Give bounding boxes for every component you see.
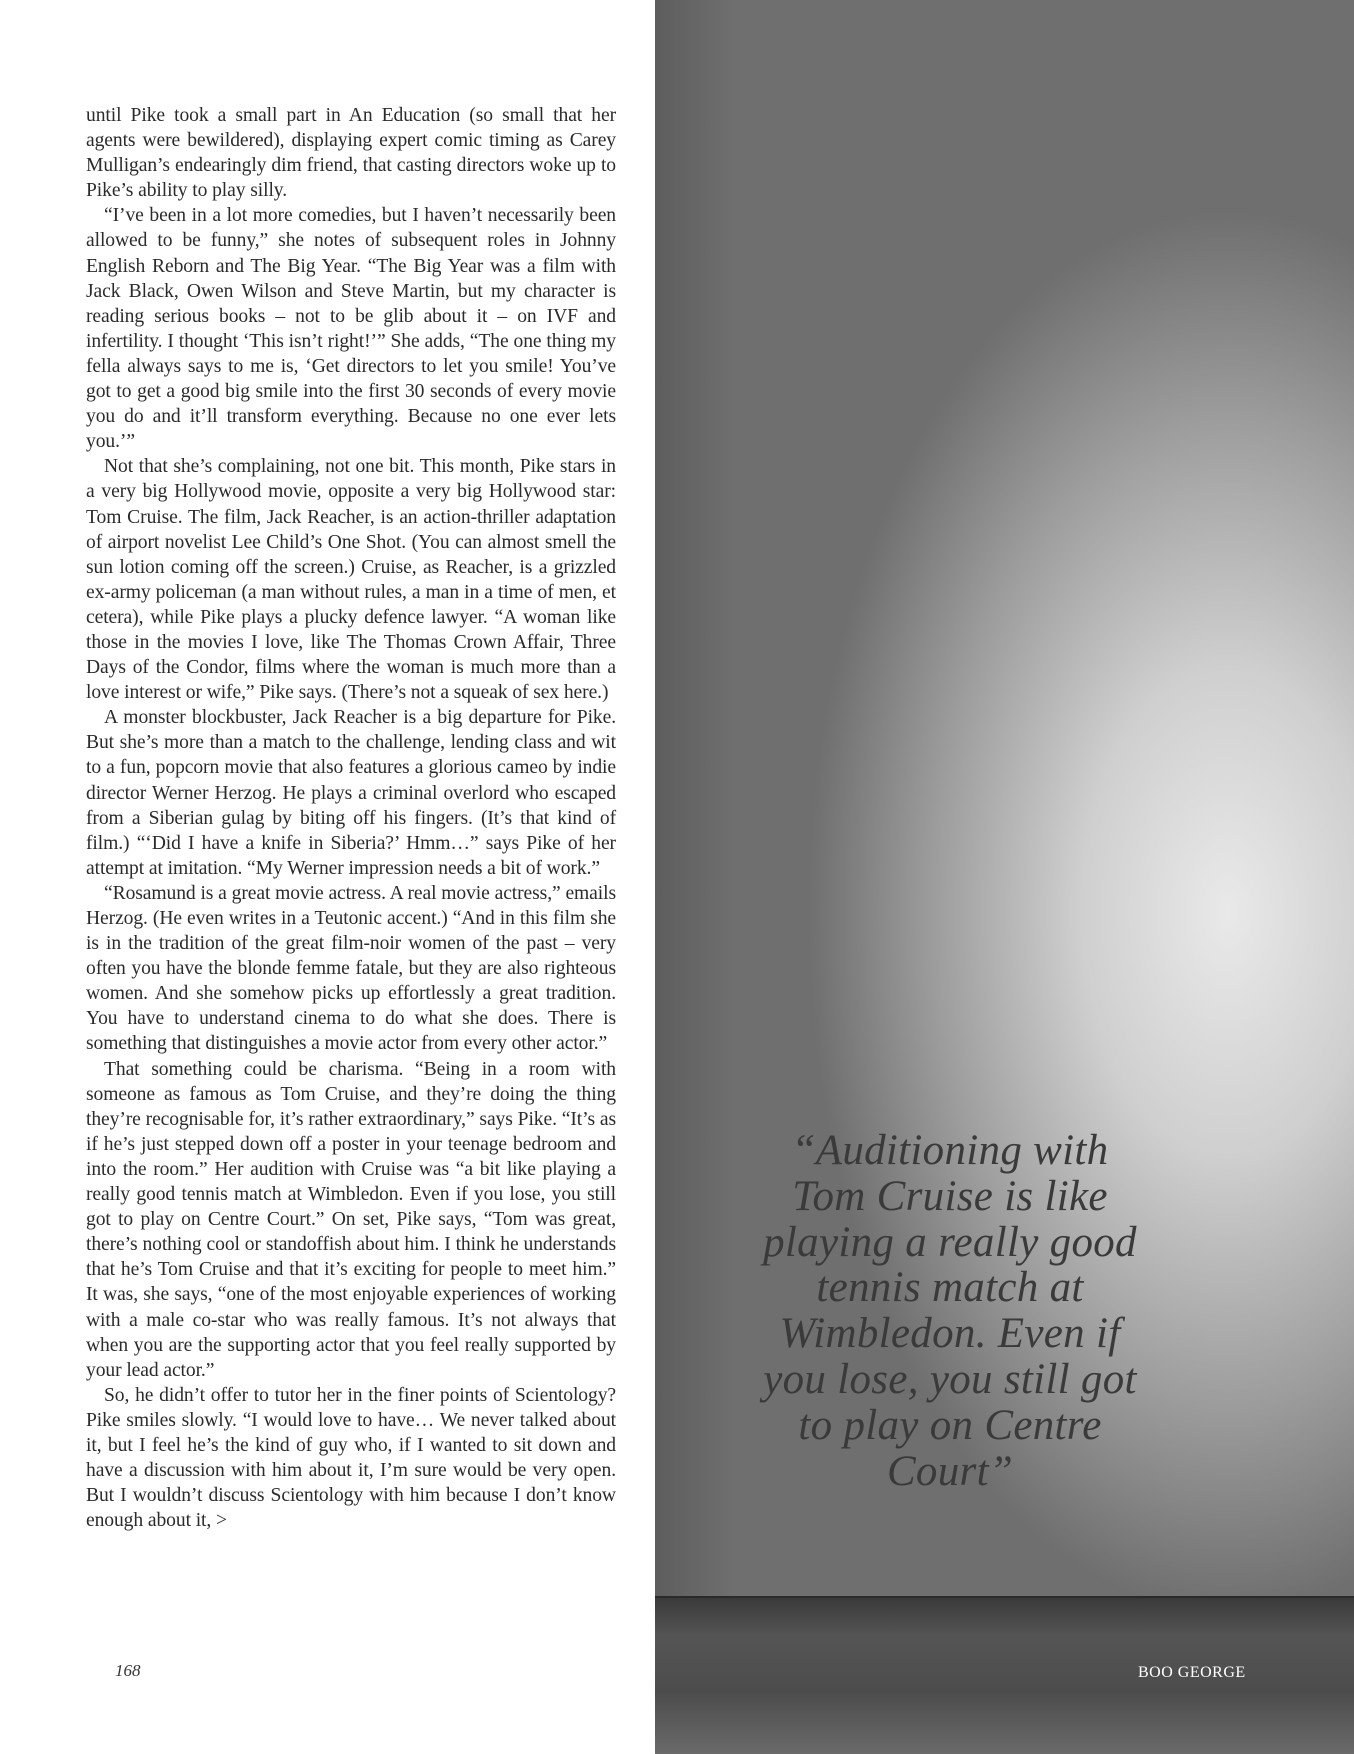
paragraph-7: So, he didn’t offer to tutor her in the finer points of Scientology? Pike smiles slowly. “I would love to have… We never talked about it, but I feel he’s the kind of guy who, if I wanted to sit down and have a discussion with him about it, I’m sure would be very open. But I wouldn’t discuss Scientology with him because I don’t know enough about it, > — [86, 1384, 616, 1532]
photo-floor — [655, 1598, 1354, 1754]
paragraph-2: “I’ve been in a lot more comedies, but I haven’t necessarily been allowed to be funny,” she notes of subsequent roles in Johnny English Reborn and The Big Year. “The Big Year was a film with Jack Black, Owen Wilson and Steve Martin, but my character is reading serious books – not to be glib about it – on IVF and infertility. I thought ‘This isn’t right!’” She adds, “The one thing my fella always says to me is, ‘Get directors to let you smile! You’ve got to get a good big smile into the first 30 seconds of every movie you do and it’ll transform everything. Because no one ever lets you.’” — [86, 205, 616, 453]
page-number: 168 — [115, 1661, 141, 1680]
paragraph-4: A monster blockbuster, Jack Reacher is a big departure for Pike. But she’s more than a match to the challenge, lending class and wit to a fun, popcorn movie that also features a glorious cameo by indie director Werner Herzog. He plays a criminal overlord who escaped from a Siberian gulag by biting off his fingers. (It’s that kind of film.) “‘Did I have a knife in Siberia?’ Hmm…” says Pike of her attempt at imitation. “My Werner impression needs a bit of work.” — [86, 707, 616, 879]
paragraph-1: until Pike took a small part in An Education (so small that her agents were bewildered), displaying expert comic timing as Carey Mulligan’s endearingly dim friend, that casting directors woke up to Pike’s ability to play silly. — [86, 105, 616, 202]
paragraph-3: Not that she’s complaining, not one bit. This month, Pike stars in a very big Hollywood movie, opposite a very big Hollywood star: Tom Cruise. The film, Jack Reacher, is an action-thriller adaptation of airport novelist Lee Child’s One Shot. (You can almost smell the sun lotion coming off the screen.) Cruise, as Reacher, is a grizzled ex-army policeman (a man without rules, a man in a time of men, et cetera), while Pike plays a plucky defence lawyer. “A woman like those in the movies I love, like The Thomas Crown Affair, Three Days of the Condor, films where the woman is much more than a love interest or wife,” Pike says. (There’s not a squeak of sex here.) — [86, 456, 616, 704]
paragraph-6: That something could be charisma. “Being in a room with someone as famous as Tom Cruise, and they’re doing the thing they’re recognisable for, it’s rather extraordinary,” says Pike. “It’s as if he’s just stepped down off a poster in your teenage bedroom and into the room.” Her audition with Cruise was “a bit like playing a really good tennis match at Wimbledon. Even if you lose, you still got to play on Centre Court.” On set, Pike says, “Tom was great, there’s nothing cool or standoffish about him. I think he understands that he’s Tom Cruise and that it’s exciting for people to meet him.” It was, she says, “one of the most enjoyable experiences of working with a male co-star who was really famous. It’s not always that when you are the supporting actor that you feel really supported by your lead actor.” — [86, 1058, 616, 1381]
photo-shadow-edge — [655, 0, 735, 1600]
text-page — [0, 0, 655, 1754]
paragraph-5: “Rosamund is a great movie actress. A real movie actress,” emails Herzog. (He even writes in a Teutonic accent.) “And in this film she is in the tradition of the great film-noir women of the past – very often you have the blonde femme fatale, but they are also righteous women. And she somehow picks up effortlessly a great tradition. You have to understand cinema to do what she does. There is something that distinguishes a movie actor from every other actor.” — [86, 882, 616, 1055]
article-body — [86, 103, 616, 1533]
photo-credit: BOO GEORGE — [1138, 1664, 1246, 1681]
pull-quote: “Auditioning with Tom Cruise is like playing a really good tennis match at Wimbledon. Even if you lose, you still got to play on Centre Court” — [763, 1127, 1137, 1495]
